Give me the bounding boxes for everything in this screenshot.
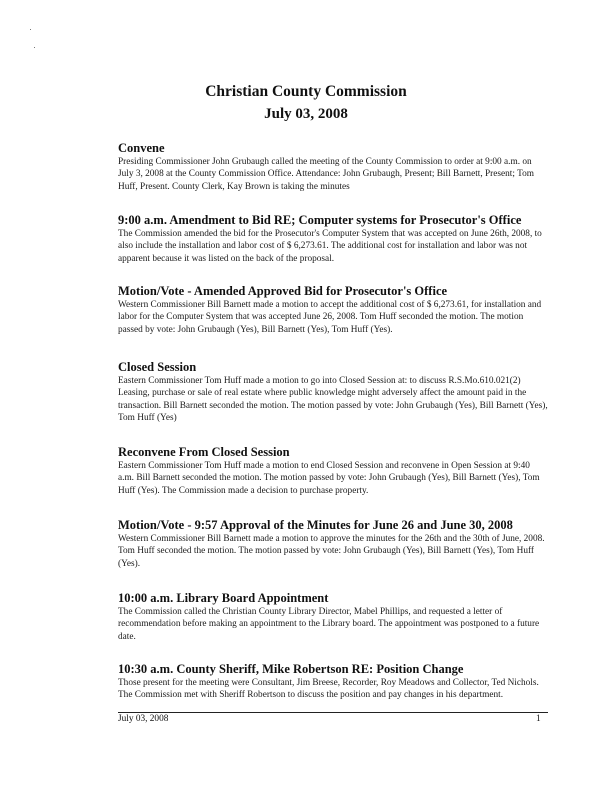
scan-speck [34,47,35,48]
section-body: Western Commissioner Bill Barnett made a motion to approve the minutes for the 26th and the 30th of June, 2008. Tom Huff seconded the motion. The motion passed by vote: John Grubaugh (Yes), Bill Barnett (Yes), Tom Huff (Yes). [118,534,545,569]
scan-speck [30,29,31,30]
section-library-board [118,591,548,643]
section-heading: Convene [118,141,165,155]
section-body: Presiding Commissioner John Grubaugh called the meeting of the County Commission to order at 9:00 a.m. on July 3, 2008 at the County Commission Office. Attendance: John Grubaugh, Present; Bill Barnett, Present; Tom Huff, Present. County Clerk, Kay Brown is taking the minutes [118,157,535,192]
footer-date: July 03, 2008 [118,714,169,724]
section-heading: 10:00 a.m. Library Board Appointment [118,591,329,605]
section-heading: Motion/Vote - 9:57 Approval of the Minutes for June 26 and June 30, 2008 [118,518,513,532]
section-body: Those present for the meeting were Consultant, Jim Breese, Recorder, Roy Meadows and Collector, Ted Nichols. The Commission met with Sheriff Robertson to discuss the position and pay changes in his department. [118,678,539,701]
page-date: July 03, 2008 [264,106,348,122]
section-body: The Commission amended the bid for the Prosecutor's Computer System that was accepted on June 26th, 2008, to also include the installation and labor cost of $ 6,273.61. The additional cost for installation and labor was not apparent because it was listed on the back of the proposal. [118,229,542,264]
section-heading: Reconvene From Closed Session [118,445,290,459]
section-amended-bid-vote [118,284,548,336]
page-number: 1 [536,714,541,724]
section-heading: 10:30 a.m. County Sheriff, Mike Robertson RE: Position Change [118,662,464,676]
section-heading: Closed Session [118,360,197,374]
section-body: The Commission called the Christian County Library Director, Mabel Phillips, and requested a letter of recommendation before making an appointment to the Library board. The appointment was postponed to a future date. [118,607,540,642]
section-body: Eastern Commissioner Tom Huff made a motion to go into Closed Session at: to discuss R.S.Mo.610.021(2) Leasing, purchase or sale of real estate where public knowledge might adversely affect the amount paid in the transaction. Bill Barnett seconded the motion. The motion passed by vote: John Grubaugh (Yes), Bill Barnett (Yes), Tom Huff (Yes) [118,376,548,423]
section-bid-amendment [118,213,548,265]
section-heading: 9:00 a.m. Amendment to Bid RE; Computer systems for Prosecutor's Office [118,213,522,227]
section-closed-session [118,360,548,424]
section-convene [118,141,548,193]
page-title: Christian County Commission [205,83,407,100]
section-reconvene [118,445,548,497]
section-heading: Motion/Vote - Amended Approved Bid for Prosecutor's Office [118,284,448,298]
section-county-sheriff [118,662,548,702]
section-body: Western Commissioner Bill Barnett made a motion to accept the additional cost of $ 6,273.61, for installation and labor for the Computer System that was accepted June 26, 2008. Tom Huff seconded the motion. The motion passed by vote: John Grubaugh (Yes), Bill Barnett (Yes), Tom Huff (Yes). [118,300,542,335]
footer-rule [118,712,548,713]
section-body: Eastern Commissioner Tom Huff made a motion to end Closed Session and reconvene in Open Session at 9:40 a.m. Bill Barnett seconded the motion. The motion passed by vote: John Grubaugh (Yes), Bill Barnett (Yes), Tom Huff (Yes). The Commission made a decision to purchase property. [118,461,540,496]
section-minutes-approval [118,518,548,570]
